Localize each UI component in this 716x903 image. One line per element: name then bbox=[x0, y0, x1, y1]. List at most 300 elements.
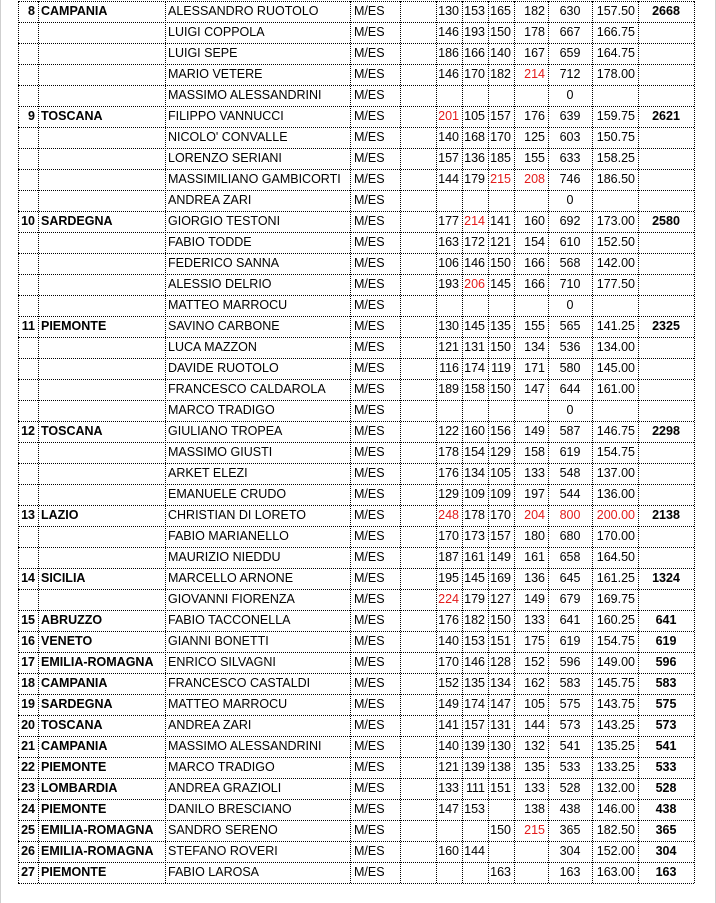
game-2-score: 146 bbox=[464, 655, 485, 669]
game-4-score: 176 bbox=[524, 109, 545, 123]
row-divider bbox=[18, 316, 694, 317]
rank-cell bbox=[18, 484, 38, 505]
team-total bbox=[638, 526, 694, 547]
category-cell: M/ES bbox=[354, 571, 385, 585]
table-row bbox=[0, 610, 716, 631]
category-cell: M/ES bbox=[354, 529, 385, 543]
category-cell: M/ES bbox=[354, 781, 385, 795]
average-score: 152.50 bbox=[596, 235, 635, 249]
rank-cell: 21 bbox=[21, 739, 35, 753]
rank-cell: 26 bbox=[21, 844, 35, 858]
region-cell bbox=[38, 337, 165, 358]
total-score: 568 bbox=[559, 256, 581, 270]
athlete-name: GIOVANNI FIORENZA bbox=[168, 592, 295, 606]
row-divider bbox=[18, 526, 694, 527]
game-3-score: 151 bbox=[490, 634, 511, 648]
average-score: 186.50 bbox=[596, 172, 635, 186]
game-1-score: 178 bbox=[438, 445, 459, 459]
game-3-score bbox=[488, 85, 514, 106]
athlete-name: ENRICO SILVAGNI bbox=[168, 655, 276, 669]
region-cell: SARDEGNA bbox=[41, 214, 113, 228]
athlete-name: FABIO TODDE bbox=[168, 235, 252, 249]
region-cell: EMILIA-ROMAGNA bbox=[41, 844, 154, 858]
game-2-score: 134 bbox=[464, 466, 485, 480]
athlete-name: SANDRO SERENO bbox=[168, 823, 278, 837]
table-row bbox=[0, 778, 716, 799]
game-4-score bbox=[514, 295, 548, 316]
game-3-score: 170 bbox=[490, 508, 511, 522]
category-cell: M/ES bbox=[354, 340, 385, 354]
category-cell: M/ES bbox=[354, 655, 385, 669]
game-3-score: 150 bbox=[490, 613, 511, 627]
rank-cell: 22 bbox=[21, 760, 35, 774]
table-row bbox=[0, 652, 716, 673]
rank-cell bbox=[18, 442, 38, 463]
average-score: 178.00 bbox=[596, 67, 635, 81]
average-score: 143.75 bbox=[596, 697, 635, 711]
team-total: 583 bbox=[655, 676, 677, 690]
athlete-name: GIORGIO TESTONI bbox=[168, 214, 281, 228]
game-2-score bbox=[462, 295, 488, 316]
game-4-score: 134 bbox=[524, 340, 545, 354]
team-total bbox=[638, 358, 694, 379]
game-1-score: 187 bbox=[438, 550, 459, 564]
athlete-name: FEDERICO SANNA bbox=[168, 256, 280, 270]
average-score: 182.50 bbox=[596, 823, 635, 837]
rank-cell bbox=[18, 400, 38, 421]
athlete-name: ALESSIO DELRIO bbox=[168, 277, 272, 291]
game-3-score: 163 bbox=[490, 865, 511, 879]
rank-cell: 12 bbox=[21, 424, 35, 438]
average-score: 154.75 bbox=[596, 634, 635, 648]
game-2-score: 166 bbox=[464, 46, 485, 60]
game-2-score: 144 bbox=[464, 844, 485, 858]
region-cell: CAMPANIA bbox=[41, 4, 108, 18]
total-score: 630 bbox=[559, 4, 581, 18]
rank-cell: 10 bbox=[21, 214, 35, 228]
game-4-score: 162 bbox=[524, 676, 545, 690]
table-row bbox=[0, 442, 716, 463]
table-row bbox=[0, 631, 716, 652]
row-divider bbox=[18, 22, 694, 23]
average-score: 134.00 bbox=[596, 340, 635, 354]
game-1-score: 116 bbox=[439, 361, 459, 375]
row-divider bbox=[18, 169, 694, 170]
game-1-score: 152 bbox=[438, 676, 459, 690]
game-4-score: 182 bbox=[524, 4, 545, 18]
table-row bbox=[0, 757, 716, 778]
team-total bbox=[638, 169, 694, 190]
team-total: 2668 bbox=[652, 4, 680, 18]
game-1-score bbox=[436, 190, 462, 211]
category-cell: M/ES bbox=[354, 865, 385, 879]
average-score bbox=[592, 400, 638, 421]
category-cell: M/ES bbox=[354, 613, 385, 627]
game-4-score: 154 bbox=[524, 235, 545, 249]
region-cell bbox=[38, 442, 165, 463]
game-4-score: 214 bbox=[524, 67, 545, 81]
region-cell: LAZIO bbox=[41, 508, 79, 522]
total-score: 587 bbox=[559, 424, 581, 438]
athlete-name: MASSIMILIANO GAMBICORTI bbox=[168, 172, 341, 186]
athlete-name: FRANCESCO CALDAROLA bbox=[168, 382, 326, 396]
athlete-name: STEFANO ROVERI bbox=[168, 844, 278, 858]
team-total: 2298 bbox=[652, 424, 680, 438]
table-row bbox=[0, 190, 716, 211]
game-2-score bbox=[462, 400, 488, 421]
category-cell: M/ES bbox=[354, 466, 385, 480]
rank-cell: 25 bbox=[21, 823, 35, 837]
game-4-score bbox=[514, 400, 548, 421]
row-divider bbox=[18, 64, 694, 65]
game-2-score: 135 bbox=[464, 676, 485, 690]
row-divider bbox=[18, 673, 694, 674]
game-3-score: 129 bbox=[490, 445, 511, 459]
game-1-score: 170 bbox=[438, 655, 459, 669]
game-1-score: 147 bbox=[438, 802, 459, 816]
game-2-score: 170 bbox=[464, 67, 485, 81]
category-cell: M/ES bbox=[354, 592, 385, 606]
athlete-name: LUIGI COPPOLA bbox=[168, 25, 265, 39]
category-cell: M/ES bbox=[354, 361, 385, 375]
athlete-name: ANDREA GRAZIOLI bbox=[168, 781, 282, 795]
average-score: 159.75 bbox=[596, 109, 635, 123]
category-cell: M/ES bbox=[354, 256, 385, 270]
row-divider bbox=[18, 610, 694, 611]
region-cell bbox=[38, 379, 165, 400]
row-divider bbox=[18, 820, 694, 821]
table-row bbox=[0, 106, 716, 127]
game-4-score: 149 bbox=[524, 592, 545, 606]
game-4-score: 125 bbox=[524, 130, 545, 144]
athlete-name: LUCA MAZZON bbox=[168, 340, 257, 354]
total-score: 645 bbox=[559, 571, 581, 585]
team-total bbox=[638, 463, 694, 484]
category-cell: M/ES bbox=[354, 718, 385, 732]
row-divider bbox=[18, 694, 694, 695]
team-total bbox=[638, 43, 694, 64]
game-4-score: 215 bbox=[524, 823, 545, 837]
category-cell: M/ES bbox=[354, 844, 385, 858]
athlete-name: ARKET ELEZI bbox=[168, 466, 248, 480]
region-cell: CAMPANIA bbox=[41, 739, 108, 753]
team-total: 2325 bbox=[652, 319, 680, 333]
total-score: 573 bbox=[559, 718, 581, 732]
game-2-score: 172 bbox=[464, 235, 485, 249]
game-4-score: 171 bbox=[524, 361, 545, 375]
average-score: 133.25 bbox=[596, 760, 635, 774]
table-row bbox=[0, 337, 716, 358]
average-score: 158.25 bbox=[596, 151, 635, 165]
team-total bbox=[638, 148, 694, 169]
total-score: 548 bbox=[559, 466, 581, 480]
row-divider bbox=[18, 337, 694, 338]
team-total bbox=[638, 442, 694, 463]
category-cell: M/ES bbox=[354, 172, 385, 186]
region-cell: PIEMONTE bbox=[41, 319, 107, 333]
athlete-name: FABIO LAROSA bbox=[168, 865, 260, 879]
row-divider bbox=[18, 421, 694, 422]
team-total: 641 bbox=[655, 613, 677, 627]
category-cell: M/ES bbox=[354, 487, 385, 501]
team-total: 163 bbox=[655, 865, 677, 879]
game-3-score: 105 bbox=[490, 466, 511, 480]
row-divider bbox=[18, 652, 694, 653]
game-3-score: 131 bbox=[490, 718, 511, 732]
average-score: 145.00 bbox=[596, 361, 635, 375]
row-divider bbox=[18, 85, 694, 86]
team-total: 2138 bbox=[652, 508, 680, 522]
table-row bbox=[0, 274, 716, 295]
game-1-score: 195 bbox=[438, 571, 459, 585]
rank-cell bbox=[18, 190, 38, 211]
athlete-name: FABIO TACCONELLA bbox=[168, 613, 291, 627]
athlete-name: MAURIZIO NIEDDU bbox=[168, 550, 281, 564]
category-cell: M/ES bbox=[354, 88, 385, 102]
category-cell: M/ES bbox=[354, 277, 385, 291]
game-3-score: 141 bbox=[490, 214, 511, 228]
category-cell: M/ES bbox=[354, 508, 385, 522]
rank-cell bbox=[18, 589, 38, 610]
table-row bbox=[0, 862, 716, 883]
row-divider bbox=[18, 400, 694, 401]
game-1-score: 140 bbox=[438, 634, 459, 648]
average-score: 141.25 bbox=[596, 319, 635, 333]
athlete-name: GIANNI BONETTI bbox=[168, 634, 269, 648]
game-1-score: 224 bbox=[438, 592, 459, 606]
game-2-score bbox=[462, 862, 488, 883]
rank-cell bbox=[18, 85, 38, 106]
table-row bbox=[0, 253, 716, 274]
game-4-score: 180 bbox=[524, 529, 545, 543]
game-3-score bbox=[488, 295, 514, 316]
game-4-score: 155 bbox=[524, 151, 545, 165]
game-2-score: 178 bbox=[464, 508, 485, 522]
average-score: 160.25 bbox=[596, 613, 635, 627]
athlete-name: ANDREA ZARI bbox=[168, 718, 252, 732]
team-total bbox=[638, 232, 694, 253]
game-2-score bbox=[462, 190, 488, 211]
average-score: 170.00 bbox=[596, 529, 635, 543]
average-score bbox=[592, 85, 638, 106]
total-score: 644 bbox=[559, 382, 581, 396]
athlete-name: FABIO MARIANELLO bbox=[168, 529, 289, 543]
table-row bbox=[0, 358, 716, 379]
row-divider bbox=[18, 127, 694, 128]
game-2-score: 136 bbox=[464, 151, 485, 165]
game-2-score bbox=[462, 85, 488, 106]
game-1-score: 177 bbox=[438, 214, 459, 228]
total-score: 163 bbox=[559, 865, 581, 879]
region-cell: PIEMONTE bbox=[41, 802, 107, 816]
rank-cell: 20 bbox=[21, 718, 35, 732]
row-divider bbox=[18, 589, 694, 590]
game-4-score: 155 bbox=[524, 319, 545, 333]
game-3-score bbox=[488, 799, 514, 820]
region-cell bbox=[38, 253, 165, 274]
category-cell: M/ES bbox=[354, 4, 385, 18]
region-cell bbox=[38, 358, 165, 379]
row-divider bbox=[18, 43, 694, 44]
category-cell: M/ES bbox=[354, 802, 385, 816]
total-score: 565 bbox=[559, 319, 581, 333]
total-score: 0 bbox=[566, 193, 574, 207]
table-row bbox=[0, 589, 716, 610]
category-cell: M/ES bbox=[354, 676, 385, 690]
table-row bbox=[0, 295, 716, 316]
average-score: 136.00 bbox=[596, 487, 635, 501]
region-cell: EMILIA-ROMAGNA bbox=[41, 655, 154, 669]
table-row bbox=[0, 316, 716, 337]
game-3-score bbox=[488, 841, 514, 862]
region-cell bbox=[38, 85, 165, 106]
athlete-name: CHRISTIAN DI LORETO bbox=[168, 508, 306, 522]
game-1-score: 160 bbox=[438, 844, 459, 858]
category-cell: M/ES bbox=[354, 739, 385, 753]
game-1-score: 149 bbox=[438, 697, 459, 711]
game-2-score: 168 bbox=[464, 130, 485, 144]
team-total: 304 bbox=[655, 844, 677, 858]
total-score: 0 bbox=[566, 298, 574, 312]
row-divider bbox=[18, 757, 694, 758]
average-score bbox=[592, 190, 638, 211]
average-score: 146.75 bbox=[596, 424, 635, 438]
game-3-score bbox=[488, 400, 514, 421]
total-score: 365 bbox=[559, 823, 581, 837]
rank-cell bbox=[18, 547, 38, 568]
rank-cell bbox=[18, 337, 38, 358]
total-score: 746 bbox=[559, 172, 581, 186]
game-1-score: 106 bbox=[438, 256, 459, 270]
average-score: 164.75 bbox=[596, 46, 635, 60]
team-total bbox=[638, 85, 694, 106]
game-1-score: 170 bbox=[438, 529, 459, 543]
game-4-score: 136 bbox=[524, 571, 545, 585]
game-3-score: 185 bbox=[490, 151, 511, 165]
region-cell bbox=[38, 190, 165, 211]
athlete-name: MARIO VETERE bbox=[168, 67, 263, 81]
game-4-score bbox=[514, 85, 548, 106]
total-score: 533 bbox=[559, 760, 581, 774]
game-1-score: 133 bbox=[438, 781, 459, 795]
game-2-score: 174 bbox=[464, 361, 485, 375]
game-2-score: 153 bbox=[464, 802, 485, 816]
team-total bbox=[638, 484, 694, 505]
row-divider bbox=[18, 232, 694, 233]
total-score: 639 bbox=[559, 109, 581, 123]
rank-cell bbox=[18, 22, 38, 43]
rank-cell: 23 bbox=[21, 781, 35, 795]
rank-cell bbox=[18, 379, 38, 400]
row-divider bbox=[18, 631, 694, 632]
game-2-score: 206 bbox=[464, 277, 485, 291]
table-row bbox=[0, 169, 716, 190]
region-cell bbox=[38, 232, 165, 253]
table-row bbox=[0, 484, 716, 505]
average-score: 166.75 bbox=[596, 25, 635, 39]
category-cell: M/ES bbox=[354, 109, 385, 123]
game-1-score: 176 bbox=[438, 613, 459, 627]
team-total: 1324 bbox=[652, 571, 680, 585]
table-row bbox=[0, 127, 716, 148]
game-4-score: 197 bbox=[524, 487, 545, 501]
game-1-score bbox=[436, 820, 462, 841]
team-total bbox=[638, 22, 694, 43]
row-divider bbox=[18, 736, 694, 737]
game-4-score: 135 bbox=[524, 760, 545, 774]
team-total: 2580 bbox=[652, 214, 680, 228]
region-cell bbox=[38, 64, 165, 85]
team-total bbox=[638, 589, 694, 610]
rank-cell bbox=[18, 232, 38, 253]
region-cell: SICILIA bbox=[41, 571, 86, 585]
category-cell: M/ES bbox=[354, 67, 385, 81]
team-total: 2621 bbox=[652, 109, 680, 123]
row-divider bbox=[18, 358, 694, 359]
row-divider bbox=[18, 106, 694, 107]
total-score: 528 bbox=[559, 781, 581, 795]
total-score: 0 bbox=[566, 403, 574, 417]
game-3-score: 215 bbox=[490, 172, 511, 186]
athlete-name: FILIPPO VANNUCCI bbox=[168, 109, 284, 123]
athlete-name: MASSIMO GIUSTI bbox=[168, 445, 273, 459]
game-3-score: 119 bbox=[491, 361, 511, 375]
game-2-score: 146 bbox=[464, 256, 485, 270]
game-1-score: 144 bbox=[438, 172, 459, 186]
row-divider bbox=[18, 841, 694, 842]
game-1-score: 141 bbox=[438, 718, 459, 732]
game-2-score: 161 bbox=[464, 550, 485, 564]
rank-cell bbox=[18, 253, 38, 274]
team-total bbox=[638, 400, 694, 421]
athlete-name: MASSIMO ALESSANDRINI bbox=[168, 88, 322, 102]
game-3-score: 150 bbox=[490, 382, 511, 396]
region-cell bbox=[38, 526, 165, 547]
game-3-score: 150 bbox=[490, 823, 511, 837]
game-2-score: 131 bbox=[464, 340, 485, 354]
game-4-score: 160 bbox=[524, 214, 545, 228]
game-3-score: 151 bbox=[490, 781, 511, 795]
region-cell bbox=[38, 547, 165, 568]
team-total: 438 bbox=[655, 802, 677, 816]
rank-cell bbox=[18, 274, 38, 295]
table-row bbox=[0, 22, 716, 43]
total-score: 712 bbox=[559, 67, 581, 81]
rank-cell: 17 bbox=[21, 655, 35, 669]
region-cell: PIEMONTE bbox=[41, 865, 107, 879]
game-3-score bbox=[488, 190, 514, 211]
average-score: 177.50 bbox=[596, 277, 635, 291]
table-row bbox=[0, 379, 716, 400]
game-1-score: 140 bbox=[438, 739, 459, 753]
average-score: 150.75 bbox=[596, 130, 635, 144]
game-4-score: 204 bbox=[524, 508, 545, 522]
game-3-score: 134 bbox=[490, 676, 511, 690]
average-score: 173.00 bbox=[596, 214, 635, 228]
category-cell: M/ES bbox=[354, 403, 385, 417]
table-row bbox=[0, 820, 716, 841]
athlete-name: LUIGI SEPE bbox=[168, 46, 238, 60]
total-score: 800 bbox=[559, 508, 581, 522]
team-total: 528 bbox=[655, 781, 677, 795]
rank-cell: 24 bbox=[21, 802, 35, 816]
rank-cell: 15 bbox=[21, 613, 35, 627]
region-cell bbox=[38, 22, 165, 43]
row-divider bbox=[18, 547, 694, 548]
region-cell bbox=[38, 295, 165, 316]
average-score: 152.00 bbox=[596, 844, 635, 858]
rank-cell bbox=[18, 64, 38, 85]
